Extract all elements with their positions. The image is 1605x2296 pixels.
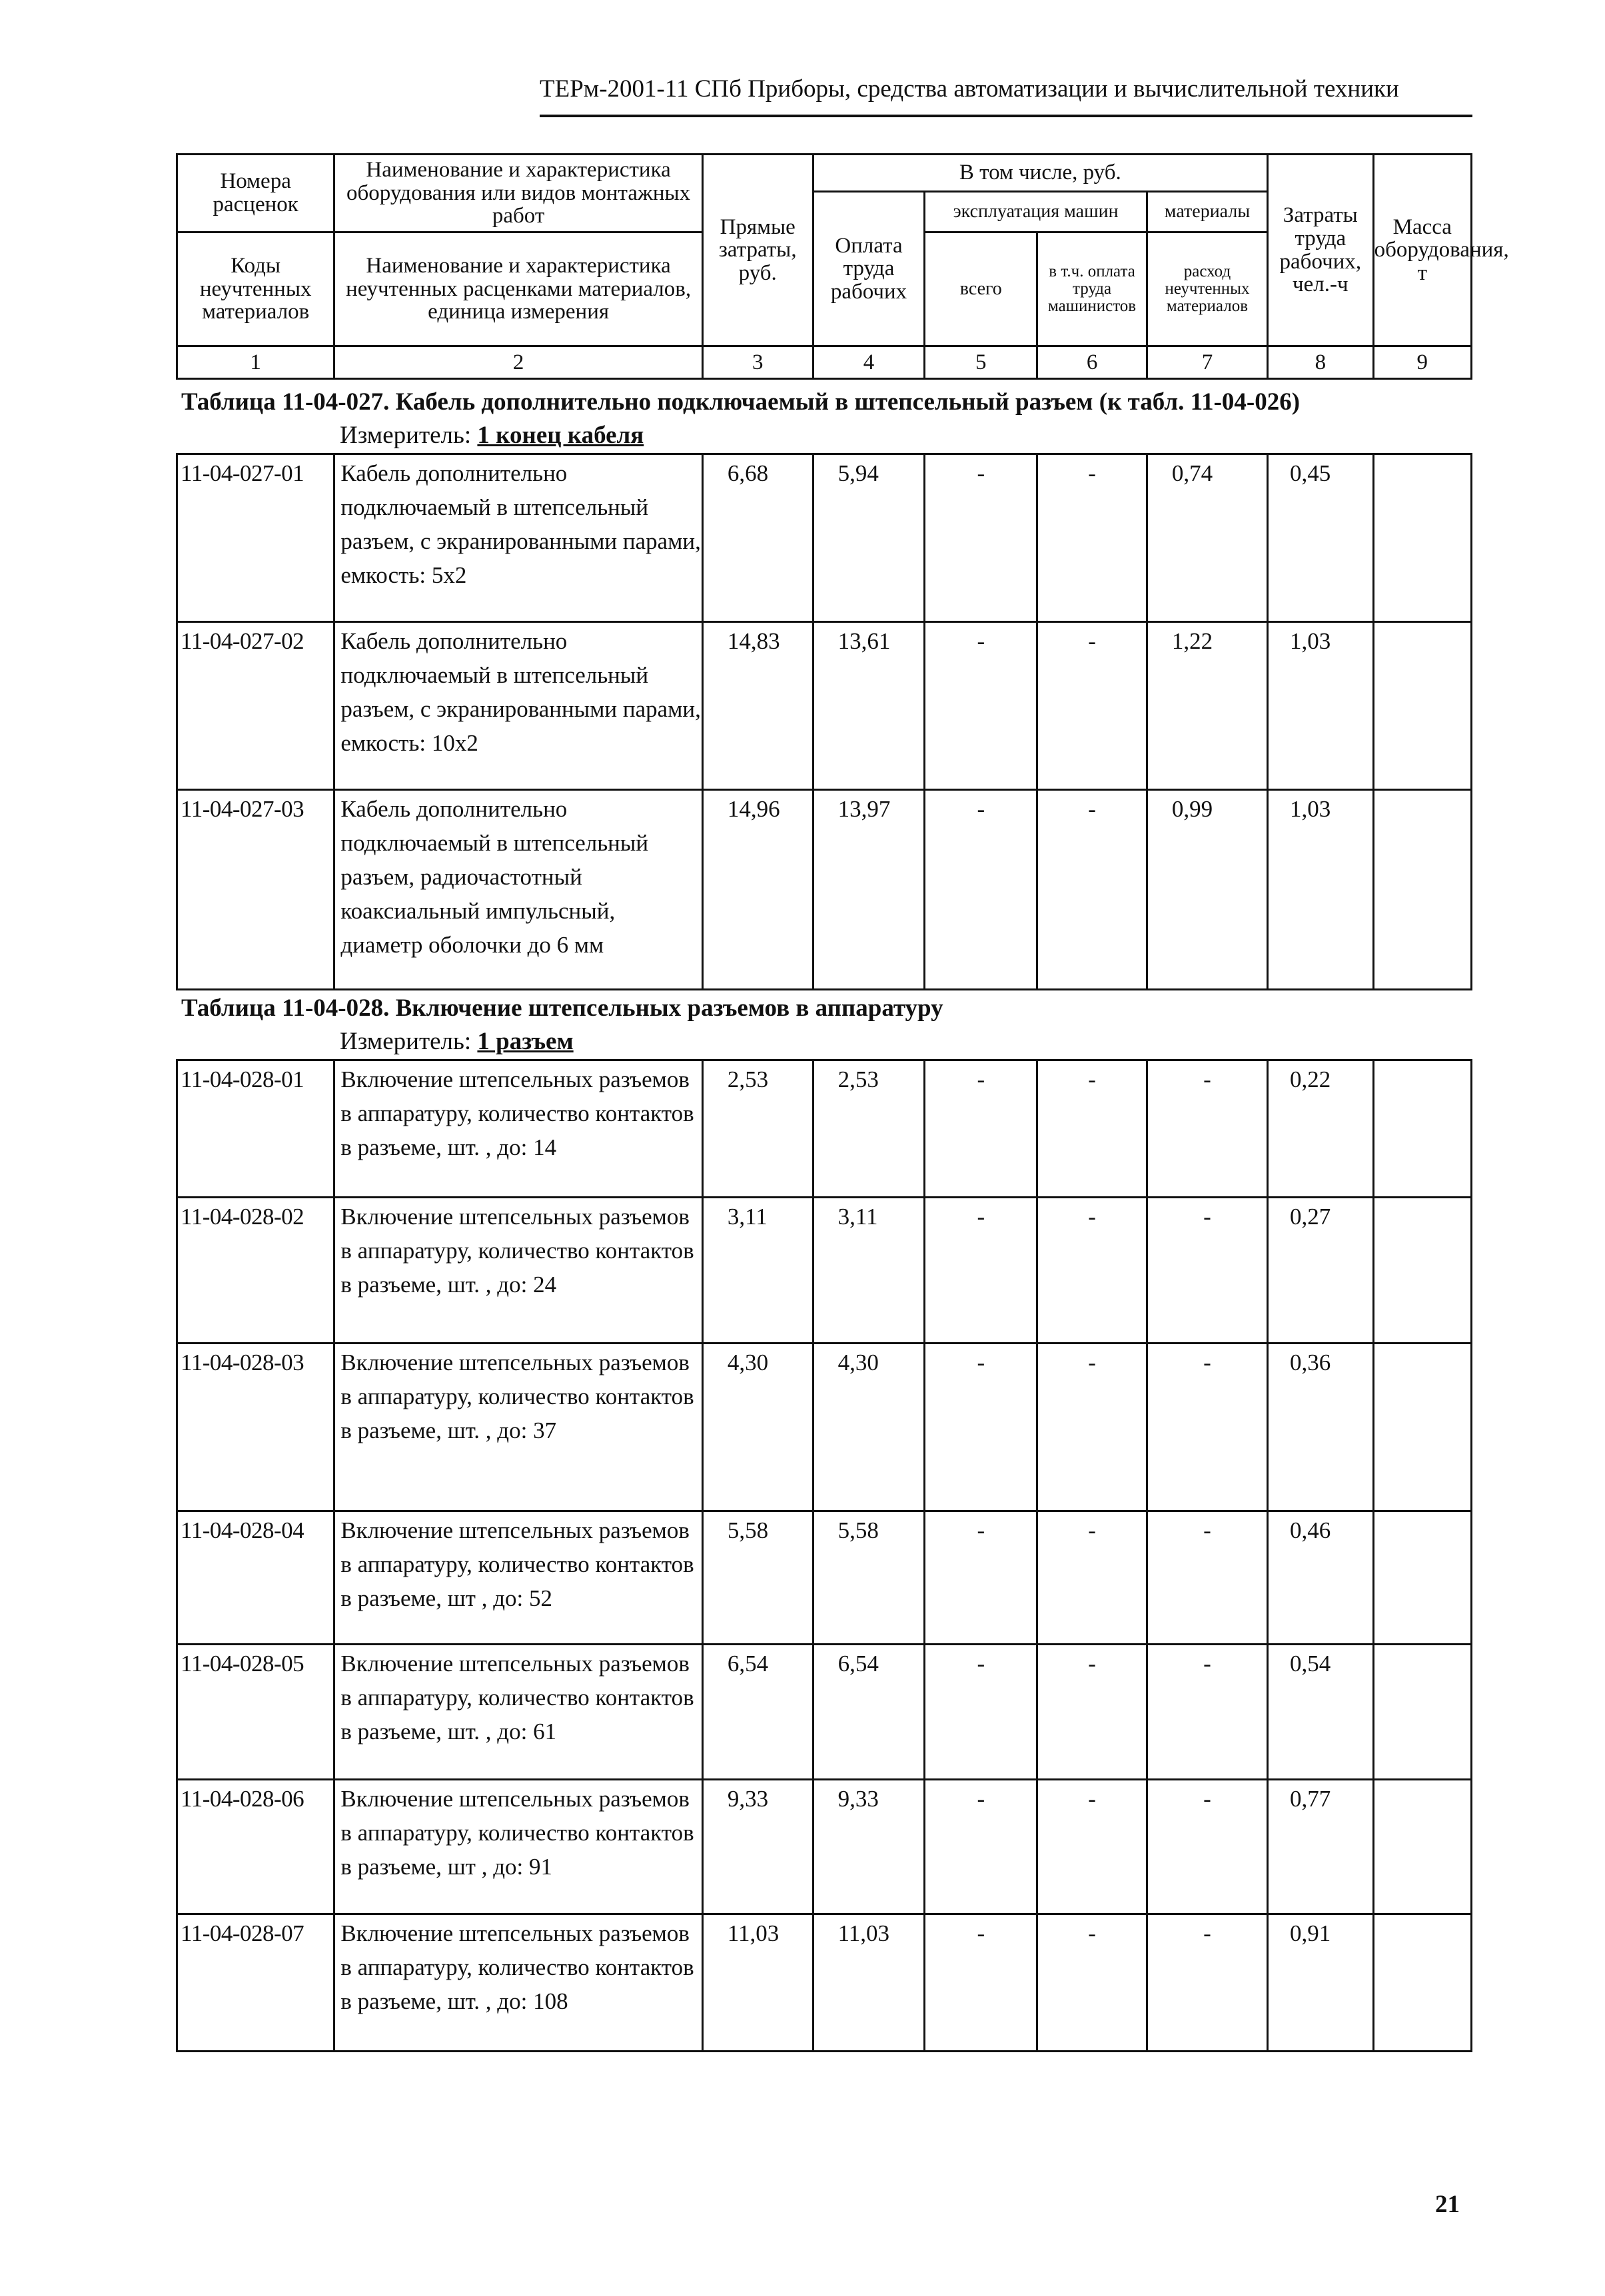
labor-pay: 13,61 [813,622,925,790]
table-row [177,1511,1472,1645]
header-labor-hours: Затраты труда рабочих, чел.-ч [1268,155,1374,346]
materials-cost: 1,22 [1147,622,1267,790]
table-028-unit [340,1027,574,1056]
column-header-table [176,153,1509,380]
table-row [177,1780,1472,1914]
page-number: 21 [1435,2191,1460,2218]
labor-pay: 2,53 [813,1060,925,1198]
labor-pay: 6,54 [813,1645,925,1780]
direct-cost: 9,33 [702,1780,813,1914]
machines-total: - [925,1511,1037,1645]
header-materials: материалы [1147,192,1267,232]
column-number: 6 [1037,346,1147,379]
unit-value: 1 разъем [477,1028,574,1055]
equipment-mass [1373,1645,1471,1780]
labor-pay: 5,58 [813,1511,925,1645]
labor-pay: 3,11 [813,1198,925,1343]
machinists-pay: - [1037,1511,1147,1645]
machines-total: - [925,1914,1037,2052]
header-rule [540,115,1472,117]
header-name-top: Наименование и характеристика оборудования или видов монтажных работ [334,155,703,232]
rate-code: 11-04-028-05 [177,1645,334,1780]
labor-hours: 0,77 [1268,1780,1374,1914]
header-codes-bottom: Коды неучтенных материалов [177,232,334,346]
work-name: Включение штепсельных разъемов в аппаратуру, количество контактов в разъеме, шт. , до: 61 [334,1645,703,1780]
column-number: 8 [1268,346,1374,379]
work-name: Включение штепсельных разъемов в аппаратуру, количество контактов в разъеме, шт. , до: 108 [334,1914,703,2052]
table-row [177,1198,1472,1343]
labor-pay: 13,97 [813,790,925,990]
direct-cost: 6,54 [702,1645,813,1780]
machines-total: - [925,622,1037,790]
column-number: 9 [1373,346,1471,379]
header-name-bottom: Наименование и характеристика неучтенных расценками материалов, единица измерения [334,232,703,346]
direct-cost: 11,03 [702,1914,813,2052]
machinists-pay: - [1037,1780,1147,1914]
direct-cost: 14,96 [702,790,813,990]
column-number: 7 [1147,346,1267,379]
table-027 [176,453,1472,990]
machines-total: - [925,454,1037,622]
running-title: ТЕРм-2001-11 СПб Приборы, средства автоматизации и вычислительной техники [540,75,1399,103]
table-row [177,454,1472,622]
labor-hours: 1,03 [1268,622,1374,790]
machines-total: - [925,1060,1037,1198]
machinists-pay: - [1037,1343,1147,1511]
labor-hours: 0,27 [1268,1198,1374,1343]
work-name: Кабель дополнительно подключаемый в штепсельный разъем, с экранированными парами, емкость: 10х2 [334,622,703,790]
rate-code: 11-04-028-04 [177,1511,334,1645]
materials-cost: 0,99 [1147,790,1267,990]
table-row [177,622,1472,790]
machinists-pay: - [1037,1914,1147,2052]
labor-hours: 0,36 [1268,1343,1374,1511]
rate-code: 11-04-028-01 [177,1060,334,1198]
labor-pay: 9,33 [813,1780,925,1914]
table-027-title: Таблица 11-04-027. Кабель дополнительно подключаемый в штепсельный разъем (к табл. 11-04-026) [181,388,1301,416]
machinists-pay: - [1037,1060,1147,1198]
labor-hours: 0,91 [1268,1914,1374,2052]
direct-cost: 5,58 [702,1511,813,1645]
rate-code: 11-04-028-06 [177,1780,334,1914]
direct-cost: 6,68 [702,454,813,622]
table-row [177,1645,1472,1780]
header-machinists-pay: в т.ч. оплата труда машинистов [1037,232,1147,346]
machines-total: - [925,1780,1037,1914]
header-unaccounted-materials: расход неучтенных материалов [1147,232,1267,346]
materials-cost: 0,74 [1147,454,1267,622]
equipment-mass [1373,790,1471,990]
header-codes-top: Номера расценок [177,155,334,232]
materials-cost: - [1147,1780,1267,1914]
header-direct-costs: Прямые затраты, руб. [702,155,813,346]
equipment-mass [1373,1343,1471,1511]
table-027-unit [340,421,644,450]
labor-pay: 5,94 [813,454,925,622]
rate-code: 11-04-028-03 [177,1343,334,1511]
machines-total: - [925,1198,1037,1343]
column-number: 2 [334,346,703,379]
machinists-pay: - [1037,622,1147,790]
machinists-pay: - [1037,1198,1147,1343]
column-numbers-row [177,346,1472,379]
labor-pay: 4,30 [813,1343,925,1511]
direct-cost: 3,11 [702,1198,813,1343]
rate-code: 11-04-027-02 [177,622,334,790]
rate-code: 11-04-028-02 [177,1198,334,1343]
equipment-mass [1373,1511,1471,1645]
work-name: Включение штепсельных разъемов в аппаратуру, количество контактов в разъеме, шт. , до: 14 [334,1060,703,1198]
table-row [177,1060,1472,1198]
materials-cost: - [1147,1645,1267,1780]
materials-cost: - [1147,1914,1267,2052]
equipment-mass [1373,622,1471,790]
rate-code: 11-04-027-03 [177,790,334,990]
rate-code: 11-04-028-07 [177,1914,334,2052]
equipment-mass [1373,1780,1471,1914]
machinists-pay: - [1037,454,1147,622]
column-number: 5 [925,346,1037,379]
header-group-including: В том числе, руб. [813,155,1267,192]
header-labor-pay: Оплата труда рабочих [813,192,925,346]
header-machines-total: всего [925,232,1037,346]
unit-label: Измеритель: [340,422,472,449]
table-028-title: Таблица 11-04-028. Включение штепсельных разъемов в аппаратуру [181,994,943,1022]
table-row [177,1914,1472,2052]
equipment-mass [1373,1060,1471,1198]
labor-hours: 1,03 [1268,790,1374,990]
direct-cost: 14,83 [702,622,813,790]
labor-hours: 0,45 [1268,454,1374,622]
work-name: Включение штепсельных разъемов в аппаратуру, количество контактов в разъеме, шт , до: 52 [334,1511,703,1645]
rate-code: 11-04-027-01 [177,454,334,622]
header-equipment-mass: Масса оборудования, т [1373,155,1471,346]
equipment-mass [1373,1198,1471,1343]
materials-cost: - [1147,1343,1267,1511]
unit-label: Измеритель: [340,1028,472,1055]
table-row [177,790,1472,990]
machinists-pay: - [1037,790,1147,990]
equipment-mass [1373,454,1471,622]
direct-cost: 4,30 [702,1343,813,1511]
work-name: Кабель дополнительно подключаемый в штепсельный разъем, с экранированными парами, емкость: 5х2 [334,454,703,622]
labor-hours: 0,54 [1268,1645,1374,1780]
materials-cost: - [1147,1198,1267,1343]
column-number: 4 [813,346,925,379]
materials-cost: - [1147,1511,1267,1645]
labor-hours: 0,22 [1268,1060,1374,1198]
column-number: 3 [702,346,813,379]
table-row [177,1343,1472,1511]
materials-cost: - [1147,1060,1267,1198]
work-name: Кабель дополнительно подключаемый в штепсельный разъем, радиочастотный коаксиальный импульсный, диаметр оболочки до 6 мм [334,790,703,990]
unit-value: 1 конец кабеля [477,422,644,449]
work-name: Включение штепсельных разъемов в аппаратуру, количество контактов в разъеме, шт. , до: 37 [334,1343,703,1511]
work-name: Включение штепсельных разъемов в аппаратуру, количество контактов в разъеме, шт , до: 91 [334,1780,703,1914]
direct-cost: 2,53 [702,1060,813,1198]
machines-total: - [925,1343,1037,1511]
machines-total: - [925,790,1037,990]
column-number: 1 [177,346,334,379]
work-name: Включение штепсельных разъемов в аппаратуру, количество контактов в разъеме, шт. , до: 24 [334,1198,703,1343]
labor-pay: 11,03 [813,1914,925,2052]
table-028 [176,1059,1472,2052]
equipment-mass [1373,1914,1471,2052]
machines-total: - [925,1645,1037,1780]
labor-hours: 0,46 [1268,1511,1374,1645]
machinists-pay: - [1037,1645,1147,1780]
header-machines: эксплуатация машин [925,192,1147,232]
